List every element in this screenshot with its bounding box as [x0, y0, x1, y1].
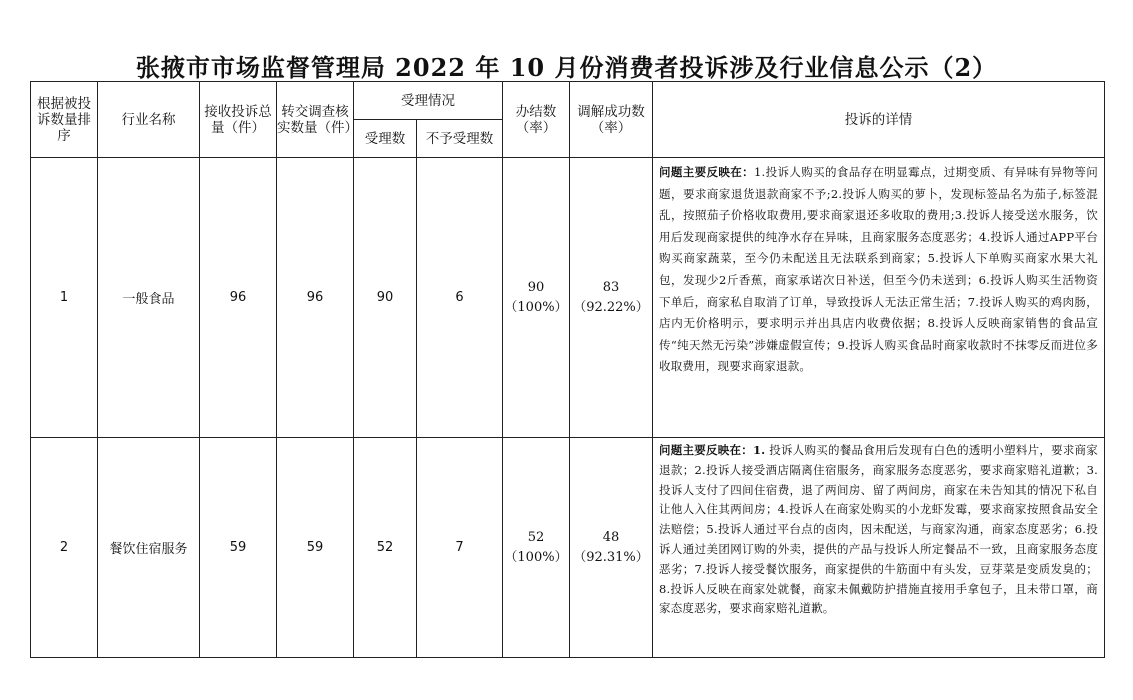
header-accepted: 受理数: [354, 120, 417, 158]
cell-industry: 餐饮住宿服务: [98, 438, 200, 658]
closed-rate: （100%）: [504, 549, 568, 565]
table-row: [31, 438, 1105, 658]
header-transfer: 转交调查核实数量（件）: [277, 82, 354, 158]
cell-details: [653, 158, 1105, 438]
cell-rejected: 6: [417, 158, 503, 438]
cell-rank: 2: [31, 438, 98, 658]
cell-mediated: [570, 438, 653, 658]
closed-count: 52: [527, 529, 545, 545]
cell-industry: 一般食品: [98, 158, 200, 438]
header-industry: 行业名称: [98, 82, 200, 158]
detail-text: 1.投诉人购买的食品存在明显霉点，过期变质、有异味有异物等问题，要求商家退货退款商家不予;2.投诉人购买的萝卜，发现标签品名为茄子,标签混乱，按照茄子价格收取费用,要求商家退还多收取的费用;3.投诉人接受送水服务，饮用后发现商家提供的纯净水存在异味，且商家服务态度恶劣；4.投诉人通过APP平台购买商家蔬菜，至今仍未配送且无法联系到商家；5.投诉人下单购买商家水果大礼包，发现少2斤香蕉，商家承诺次日补送，但至今仍未送到；6.投诉人购买生活物资下单后，商家私自取消了订单，导致投诉人无法正常生活；7.投诉人购买的鸡肉肠，店内无价格明示，要求明示并出具店内收费依据；8.投诉人反映商家销售的食品宣传“纯天然无污染”涉嫌虚假宣传；9.投诉人购买食品时商家收款时不抹零反而进位多收取费用，现要求商家退款。: [659, 165, 1098, 374]
mediated-count: 83: [602, 279, 620, 295]
cell-accepted: 52: [354, 438, 417, 658]
complaint-table: [30, 81, 1105, 658]
detail-label: 问题主要反映在：: [659, 165, 755, 179]
header-closed: 办结数（率）: [503, 82, 570, 158]
cell-closed: [503, 158, 570, 438]
mediated-count: 48: [602, 529, 620, 545]
header-total: 接收投诉总量（件）: [200, 82, 277, 158]
cell-details: [653, 438, 1105, 658]
mediated-rate: （92.22%）: [573, 299, 649, 315]
cell-total: 59: [200, 438, 277, 658]
closed-rate: （100%）: [504, 299, 568, 315]
cell-rank: 1: [31, 158, 98, 438]
header-details: 投诉的详情: [653, 82, 1105, 158]
closed-count: 90: [527, 279, 545, 295]
mediated-rate: （92.31%）: [573, 549, 649, 565]
header-handling: 受理情况: [354, 82, 503, 120]
detail-label: 问题主要反映在：1.: [659, 443, 766, 457]
cell-mediated: [570, 158, 653, 438]
cell-closed: [503, 438, 570, 658]
cell-transfer: 96: [277, 158, 354, 438]
cell-rejected: 7: [417, 438, 503, 658]
cell-transfer: 59: [277, 438, 354, 658]
cell-total: 96: [200, 158, 277, 438]
header-rejected: 不予受理数: [417, 120, 503, 158]
header-rank: 根据被投诉数量排序: [31, 82, 98, 158]
header-mediated: 调解成功数（率）: [570, 82, 653, 158]
page-title: 张掖市市场监督管理局 2022 年 10 月份消费者投诉涉及行业信息公示（2）: [135, 53, 998, 82]
table-row: [31, 158, 1105, 438]
cell-accepted: 90: [354, 158, 417, 438]
detail-text: 投诉人购买的餐品食用后发现有白色的透明小塑料片，要求商家退款；2.投诉人接受酒店隔离住宿服务，商家服务态度恶劣，要求商家赔礼道歉；3.投诉人支付了四间住宿费，退了两间房、留了两间房，商家在未告知其的情况下私自让他人入住其两间房；4.投诉人在商家处购买的小龙虾发霉，要求商家按照食品安全法赔偿；5.投诉人通过平台点的卤肉，因未配送，与商家沟通，商家态度恶劣；6.投诉人通过美团网订购的外卖，提供的产品与投诉人所定餐品不一致，且商家服务态度恶劣；7.投诉人接受餐饮服务，商家提供的牛筋面中有头发，豆芽菜是变质发臭的；8.投诉人反映在商家处就餐，商家未佩戴防护措施直接用手拿包子，且未带口罩，商家态度恶劣，要求商家赔礼道歉。: [659, 443, 1099, 616]
